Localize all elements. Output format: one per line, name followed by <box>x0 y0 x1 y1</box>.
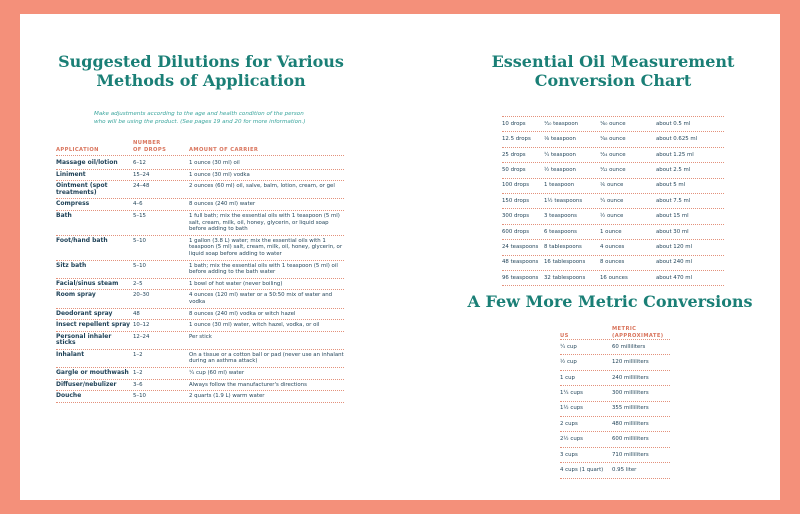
header-metric <box>612 326 670 339</box>
metric-section <box>460 292 760 474</box>
drops-cell: 1–2 <box>133 351 143 358</box>
application-cell: Bath <box>56 211 72 219</box>
metric-cell: 240 milliliters <box>612 374 649 381</box>
metric-cell: 600 milliliters <box>612 436 649 443</box>
ml-cell: about 30 ml <box>656 228 689 235</box>
table-row <box>560 448 670 463</box>
table-row <box>502 132 724 147</box>
teaspoon-cell: 8 tablespoons <box>544 244 582 251</box>
carrier-cell: 2 ounces (60 ml) oil, salve, balm, lotion, cream, or gel <box>189 183 335 190</box>
us-cell: ½ cup <box>560 359 577 366</box>
application-cell: Liniment <box>56 170 86 178</box>
carrier-cell: 1 ounce (30 ml) water, witch hazel, vodka, or oil <box>189 322 320 329</box>
application-cell: Compress <box>56 200 90 208</box>
metric-cell: 480 milliliters <box>612 420 649 427</box>
dilutions-table-header <box>56 138 344 156</box>
drops-cell: 10–12 <box>133 322 150 329</box>
table-row <box>502 194 724 209</box>
ounce-cell: ¹⁄₄₈ ounce <box>600 136 626 143</box>
teaspoon-cell: 32 tablespoons <box>544 274 586 281</box>
metric-cell: 60 milliliters <box>612 343 646 350</box>
drops-cell: 4–6 <box>133 201 143 208</box>
drops-cell: 10 drops <box>502 120 526 127</box>
application-cell: Ointment (spot treatments) <box>56 182 108 196</box>
ml-cell: about 7.5 ml <box>656 197 691 204</box>
drops-cell: 24–48 <box>133 183 150 190</box>
drops-cell: 25 drops <box>502 151 526 158</box>
ml-cell: about 470 ml <box>656 274 693 281</box>
application-cell: Douche <box>56 392 82 400</box>
drops-cell: 150 drops <box>502 197 530 204</box>
table-row <box>56 181 344 199</box>
ounce-cell: ¹⁄₂₄ ounce <box>600 151 626 158</box>
drops-cell: 5–10 <box>133 262 146 269</box>
metric-table-header <box>560 320 670 340</box>
header-us: US <box>560 332 569 339</box>
table-row <box>502 163 724 178</box>
dilutions-title <box>56 52 346 90</box>
header-drops-line-1: NUMBER <box>133 140 161 146</box>
carrier-cell: Per stick <box>189 333 212 340</box>
measurement-section <box>478 52 748 281</box>
carrier-cell: 1 ounce (30 ml) vodka <box>189 171 250 178</box>
drops-cell: 5–10 <box>133 237 146 244</box>
us-cell: 2½ cups <box>560 436 583 443</box>
drops-cell: 12–24 <box>133 333 150 340</box>
table-row <box>56 332 344 350</box>
drops-cell: 15–24 <box>133 171 150 178</box>
carrier-cell: Always follow the manufacturer's directions <box>189 381 307 388</box>
dilutions-subtitle <box>94 110 354 126</box>
carrier-cell: 4 ounces (120 ml) water or a 50:50 mix of water and vodka <box>189 292 333 305</box>
teaspoon-cell: ¹⁄₁₀ teaspoon <box>544 120 579 127</box>
application-cell: Inhalant <box>56 350 85 358</box>
table-row <box>560 463 670 478</box>
table-row <box>56 211 344 236</box>
us-cell: 4 cups (1 quart) <box>560 467 604 474</box>
header-number-of-drops <box>133 140 189 153</box>
ounce-cell: ¹⁄₁₂ ounce <box>600 167 626 174</box>
metric-cell: 710 milliliters <box>612 451 649 458</box>
application-cell: Sitz bath <box>56 261 87 269</box>
carrier-cell: 1 bath; mix the essential oils with 1 teaspoon (5 ml) oil before adding to the bath water <box>189 262 338 276</box>
application-cell: Diffuser/nebulizer <box>56 380 117 388</box>
table-row <box>560 432 670 447</box>
drops-cell: 2–5 <box>133 280 143 287</box>
teaspoon-cell: ¼ teaspoon <box>544 151 576 158</box>
application-cell: Insect repellent spray <box>56 321 131 329</box>
carrier-cell: 2 quarts (1.9 L) warm water <box>189 393 265 400</box>
drops-cell: 50 drops <box>502 167 526 174</box>
ml-cell: about 2.5 ml <box>656 167 691 174</box>
application-cell: Foot/hand bath <box>56 236 108 244</box>
table-row <box>56 320 344 332</box>
table-row <box>560 417 670 432</box>
table-row <box>502 240 724 255</box>
table-row <box>56 290 344 308</box>
drops-cell: 48 teaspoons <box>502 259 539 266</box>
drops-cell: 100 drops <box>502 182 530 189</box>
drops-cell: 24 teaspoons <box>502 244 539 251</box>
metric-title: A Few More Metric Conversions <box>467 292 753 311</box>
table-row <box>502 256 724 271</box>
table-row <box>560 340 670 355</box>
metric-cell: 0.95 liter <box>612 467 637 474</box>
table-row <box>502 225 724 240</box>
ounce-cell: 16 ounces <box>600 274 628 281</box>
table-row <box>56 199 344 211</box>
measurement-title <box>478 52 748 90</box>
title-line-1: Essential Oil Measurement <box>491 52 735 71</box>
us-cell: 1 cup <box>560 374 575 381</box>
title-line-2: Conversion Chart <box>534 71 692 90</box>
us-cell: 1¼ cups <box>560 390 583 397</box>
ml-cell: about 120 ml <box>656 244 693 251</box>
table-row <box>560 371 670 386</box>
carrier-cell: 1 gallon (3.8 L) water; mix the essential oils with 1 teaspoon (5 ml) salt, cream, milk, oil, honey, glycerin, or liquid soap before adding to water <box>189 237 343 257</box>
table-row <box>560 355 670 370</box>
header-metric-line-1: METRIC <box>612 326 637 332</box>
table-row <box>560 386 670 401</box>
application-cell: Massage oil/lotion <box>56 159 118 166</box>
ml-cell: about 240 ml <box>656 259 693 266</box>
table-row <box>56 368 344 380</box>
table-row <box>56 391 344 403</box>
subtitle-line-2: who will be using the product. (See pages 19 and 20 for more information.) <box>94 119 306 125</box>
application-cell: Personal inhaler sticks <box>56 332 112 347</box>
us-cell: ¼ cup <box>560 343 577 350</box>
drops-cell: 3–6 <box>133 381 143 388</box>
teaspoon-cell: 6 teaspoons <box>544 228 577 235</box>
title-line-1: Suggested Dilutions for Various <box>58 52 344 71</box>
us-cell: 2 cups <box>560 420 578 427</box>
ml-cell: about 0.625 ml <box>656 136 698 143</box>
carrier-cell: On a tissue or a cotton ball or pad (never use an inhalant during an asthma attack) <box>189 351 344 365</box>
table-row <box>502 271 724 286</box>
ml-cell: about 1.25 ml <box>656 151 694 158</box>
carrier-cell: 8 ounces (240 ml) vodka or witch hazel <box>189 310 296 317</box>
table-row <box>56 350 344 368</box>
book-spread <box>20 14 780 500</box>
drops-cell: 48 <box>133 310 140 317</box>
carrier-cell: 1 ounce (30 ml) oil <box>189 160 240 166</box>
header-metric-line-2: (APPROXIMATE) <box>612 332 664 339</box>
header-application: APPLICATION <box>56 146 99 153</box>
table-row <box>502 179 724 194</box>
us-cell: 3 cups <box>560 451 578 458</box>
metric-cell: 355 milliliters <box>612 405 649 412</box>
table-row <box>56 236 344 261</box>
table-row <box>56 309 344 321</box>
table-row <box>56 158 344 170</box>
metric-table-body <box>560 340 670 479</box>
us-cell: 1½ cups <box>560 405 583 412</box>
table-row <box>560 402 670 417</box>
ml-cell: about 15 ml <box>656 213 689 220</box>
table-row <box>56 170 344 182</box>
table-row <box>56 279 344 291</box>
teaspoon-cell: 1 teaspoon <box>544 182 575 189</box>
metric-cell: 120 milliliters <box>612 359 649 366</box>
title-line-2: Methods of Application <box>96 71 306 90</box>
drops-cell: 96 teaspoons <box>502 274 539 281</box>
dilutions-section <box>56 52 346 400</box>
drops-cell: 5–15 <box>133 212 146 219</box>
teaspoon-cell: ½ teaspoon <box>544 167 576 174</box>
subtitle-line-1: Make adjustments according to the age and health condition of the person <box>94 111 304 117</box>
teaspoon-cell: ⅛ teaspoon <box>544 136 576 143</box>
drops-cell: 20–30 <box>133 292 150 299</box>
header-amount-of-carrier: AMOUNT OF CARRIER <box>189 146 259 153</box>
table-row <box>56 380 344 392</box>
measurement-table <box>502 116 724 286</box>
teaspoon-cell: 3 teaspoons <box>544 213 577 220</box>
carrier-cell: 1 bowl of hot water (never boiling) <box>189 280 283 287</box>
teaspoon-cell: 1½ teaspoons <box>544 197 583 204</box>
drops-cell: 6–12 <box>133 160 146 166</box>
ounce-cell: 1 ounce <box>600 228 622 235</box>
ounce-cell: ¹⁄₆₀ ounce <box>600 120 626 127</box>
carrier-cell: 8 ounces (240 ml) water <box>189 201 256 208</box>
ml-cell: about 5 ml <box>656 182 686 189</box>
teaspoon-cell: 16 tablespoons <box>544 259 586 266</box>
drops-cell: 1–2 <box>133 370 143 377</box>
drops-cell: 600 drops <box>502 228 530 235</box>
carrier-cell: 1 full bath; mix the essential oils with 1 teaspoon (5 ml) salt, cream, milk, oil, honey, glycerin, or liquid soap before adding to bath <box>189 212 340 233</box>
application-cell: Room spray <box>56 291 96 299</box>
application-cell: Deodorant spray <box>56 309 113 317</box>
application-cell: Gargle or mouthwash <box>56 369 129 377</box>
drops-cell: 300 drops <box>502 213 530 220</box>
table-row <box>502 148 724 163</box>
table-row <box>502 117 724 132</box>
application-cell: Facial/sinus steam <box>56 279 119 287</box>
dilutions-table-body <box>56 158 344 403</box>
drops-cell: 12.5 drops <box>502 136 531 143</box>
table-row <box>56 261 344 279</box>
metric-cell: 300 milliliters <box>612 390 649 397</box>
ounce-cell: ½ ounce <box>600 213 624 220</box>
ounce-cell: ¼ ounce <box>600 197 624 204</box>
ounce-cell: ⅙ ounce <box>600 182 624 189</box>
carrier-cell: ¼ cup (60 ml) water <box>189 370 245 377</box>
table-row <box>502 209 724 224</box>
ml-cell: about 0.5 ml <box>656 120 691 127</box>
ounce-cell: 4 ounces <box>600 244 625 251</box>
ounce-cell: 8 ounces <box>600 259 625 266</box>
header-drops-line-2: OF DROPS <box>133 146 167 153</box>
drops-cell: 5–10 <box>133 393 146 400</box>
